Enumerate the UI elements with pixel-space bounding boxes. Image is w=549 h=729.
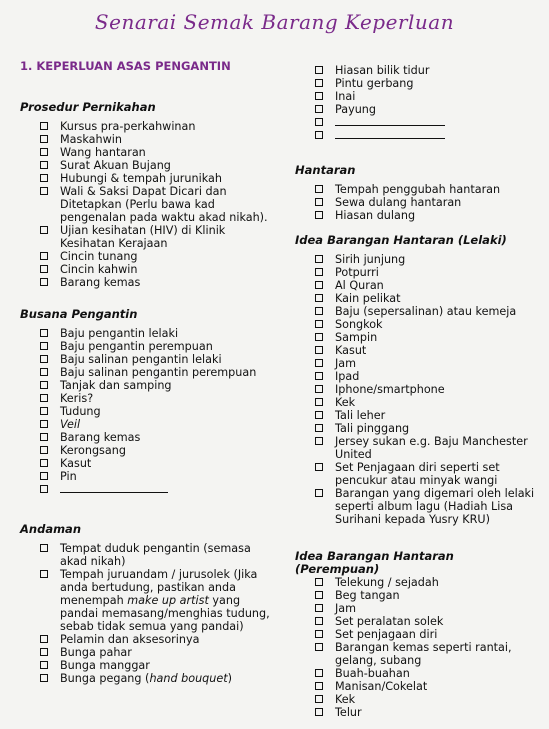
item-label: Kek (335, 396, 356, 409)
checklist-item-blank[interactable] (295, 116, 540, 129)
checklist-item[interactable] (20, 185, 280, 224)
checklist-item[interactable] (295, 318, 540, 331)
item-label: Wali & Saksi Dapat Dicari dan Ditetapkan (Perlu bawa kad pengenalan pada waktu akad nikah). (60, 185, 268, 224)
checklist-item[interactable] (295, 641, 540, 667)
checklist-item[interactable] (295, 706, 540, 719)
checkbox-icon[interactable] (315, 708, 323, 716)
checklist-item[interactable] (295, 693, 540, 706)
checkbox-icon[interactable] (315, 66, 323, 74)
checkbox-icon[interactable] (315, 92, 323, 100)
item-label: Tempah penggubah hantaran (335, 183, 501, 196)
checkbox-icon[interactable] (315, 591, 323, 599)
item-label: Baju salinan pengantin lelaki (60, 353, 222, 366)
item-label: Set Penjagaan diri seperti set pencukur atau minyak wangi (335, 461, 500, 487)
main-heading: 1. KEPERLUAN ASAS PENGANTIN (20, 59, 231, 73)
checklist-hantaran-perempuan (295, 576, 540, 719)
checkbox-icon[interactable] (40, 148, 48, 156)
checkbox-icon[interactable] (315, 411, 323, 419)
checklist-item[interactable] (295, 628, 540, 641)
checkbox-icon[interactable] (40, 570, 48, 578)
item-label: Jam (335, 357, 357, 370)
item-label: Tudung (60, 405, 101, 418)
checkbox-icon[interactable] (315, 198, 323, 206)
blank-fill-line[interactable] (60, 483, 168, 493)
section-heading-busana: Busana Pengantin (20, 307, 138, 321)
checkbox-icon[interactable] (40, 381, 48, 389)
checkbox-icon[interactable] (315, 307, 323, 315)
checklist-hantaran-lelaki (295, 253, 540, 526)
checklist-item[interactable] (20, 568, 280, 633)
checkbox-icon[interactable] (315, 268, 323, 276)
item-label: Set penjagaan diri (335, 628, 438, 641)
checkbox-icon[interactable] (40, 174, 48, 182)
checkbox-icon[interactable] (315, 79, 323, 87)
checklist-item-blank[interactable] (20, 483, 280, 496)
checkbox-icon[interactable] (315, 578, 323, 586)
checklist-item[interactable] (295, 196, 540, 209)
item-label: Maskahwin (60, 133, 122, 146)
checkbox-icon[interactable] (315, 294, 323, 302)
checklist-item[interactable] (20, 276, 280, 289)
checkbox-icon[interactable] (40, 161, 48, 169)
checkbox-icon[interactable] (315, 630, 323, 638)
item-label: Barang kemas (60, 431, 141, 444)
checkbox-icon[interactable] (315, 131, 323, 139)
checklist-item[interactable] (20, 444, 280, 457)
checklist-item[interactable] (20, 327, 280, 340)
checkbox-icon[interactable] (315, 105, 323, 113)
checklist-item[interactable] (295, 370, 540, 383)
item-label: Sirih junjung (335, 253, 406, 266)
checklist-item[interactable] (20, 120, 280, 133)
checklist-item[interactable] (20, 250, 280, 263)
checklist-item[interactable] (295, 357, 540, 370)
checkbox-icon[interactable] (40, 433, 48, 441)
checkbox-icon[interactable] (40, 122, 48, 130)
checkbox-icon[interactable] (315, 424, 323, 432)
checklist-item[interactable] (295, 344, 540, 357)
checklist-item[interactable] (295, 487, 540, 526)
checkbox-icon[interactable] (315, 463, 323, 471)
checkbox-icon[interactable] (315, 489, 323, 497)
item-label: Veil (60, 418, 81, 431)
checklist-item[interactable] (20, 672, 280, 685)
checklist-item[interactable] (295, 435, 540, 461)
checkbox-icon[interactable] (40, 187, 48, 195)
checklist-item[interactable] (295, 409, 540, 422)
checklist-hantaran (295, 183, 540, 222)
item-label: Sewa dulang hantaran (335, 196, 462, 209)
item-label: Tanjak dan samping (60, 379, 172, 392)
checkbox-icon[interactable] (315, 359, 323, 367)
checkbox-icon[interactable] (40, 472, 48, 480)
item-label: Jersey sukan e.g. Baju Manchester United (335, 435, 528, 461)
checklist-item[interactable] (20, 340, 280, 353)
blank-fill-line[interactable] (335, 129, 445, 139)
item-label: Keris? (60, 392, 94, 405)
checkbox-icon[interactable] (315, 333, 323, 341)
checkbox-icon[interactable] (40, 446, 48, 454)
checkbox-icon[interactable] (315, 320, 323, 328)
checklist-item[interactable] (20, 146, 280, 159)
item-label: Cincin kahwin (60, 263, 138, 276)
checklist-item[interactable] (20, 659, 280, 672)
item-label: Iphone/smartphone (335, 383, 445, 396)
checklist-item[interactable] (20, 159, 280, 172)
section-heading-hantaran-lelaki: Idea Barangan Hantaran (Lelaki) (295, 233, 507, 247)
checklist-item[interactable] (295, 292, 540, 305)
item-label: Ipad (335, 370, 360, 383)
checklist-item[interactable] (20, 366, 280, 379)
checklist-item[interactable] (20, 470, 280, 483)
checkbox-icon[interactable] (40, 661, 48, 669)
checkbox-icon[interactable] (315, 385, 323, 393)
checklist-item-blank[interactable] (295, 129, 540, 142)
checklist-item[interactable] (295, 667, 540, 680)
item-label: Surat Akuan Bujang (60, 159, 171, 172)
section-heading-andaman: Andaman (20, 522, 82, 536)
item-label: Kursus pra-perkahwinan (60, 120, 196, 133)
checkbox-icon[interactable] (315, 604, 323, 612)
checkbox-icon[interactable] (315, 682, 323, 690)
checklist-item[interactable] (20, 172, 280, 185)
item-label: Set peralatan solek (335, 615, 444, 628)
checklist-item[interactable] (20, 379, 280, 392)
item-label: Manisan/Cokelat (335, 680, 428, 693)
checklist-andaman (20, 542, 280, 685)
item-label: Tempat duduk pengantin (semasa akad nikah) (60, 542, 251, 568)
item-label: Sampin (335, 331, 378, 344)
checklist-item[interactable] (20, 431, 280, 444)
checklist-item[interactable] (20, 392, 280, 405)
item-label: Wang hantaran (60, 146, 146, 159)
checklist-prosedur (20, 120, 280, 289)
checklist-item[interactable] (295, 279, 540, 292)
checkbox-icon[interactable] (40, 226, 48, 234)
checkbox-icon[interactable] (315, 669, 323, 677)
checkbox-icon[interactable] (315, 643, 323, 651)
item-label: Bunga manggar (60, 659, 150, 672)
checklist-item[interactable] (20, 224, 280, 250)
checkbox-icon[interactable] (40, 368, 48, 376)
checklist-item[interactable] (295, 77, 540, 90)
checkbox-icon[interactable] (315, 211, 323, 219)
checkbox-icon[interactable] (315, 255, 323, 263)
checkbox-icon[interactable] (315, 437, 323, 445)
checklist-busana (20, 327, 280, 496)
page-title: Senarai Semak Barang Keperluan (94, 10, 455, 34)
checkbox-icon[interactable] (315, 185, 323, 193)
item-label: Kek (335, 693, 356, 706)
item-label: Cincin tunang (60, 250, 138, 263)
checklist-item[interactable] (20, 646, 280, 659)
item-label: Baju pengantin lelaki (60, 327, 179, 340)
checklist-item[interactable] (20, 418, 280, 431)
item-label: Barangan kemas seperti rantai, gelang, subang (335, 641, 512, 667)
checklist-item[interactable] (295, 680, 540, 693)
checkbox-icon[interactable] (40, 329, 48, 337)
item-label: Bunga pegang (hand bouquet) (60, 672, 233, 685)
checklist-continued (295, 64, 540, 142)
item-label: Telur (335, 706, 362, 719)
checkbox-icon[interactable] (40, 635, 48, 643)
item-label: Kasut (60, 457, 92, 470)
checklist-item[interactable] (295, 103, 540, 116)
item-label: Kerongsang (60, 444, 126, 457)
item-label: Barangan yang digemari oleh lelaki seperti album lagu (Hadiah Lisa Surihani kepada Yusry KRU) (335, 487, 535, 526)
checkbox-icon[interactable] (40, 648, 48, 656)
checkbox-icon[interactable] (40, 252, 48, 260)
item-label: Tali pinggang (335, 422, 410, 435)
checklist-item[interactable] (20, 353, 280, 366)
checkbox-icon[interactable] (40, 394, 48, 402)
item-label: Baju (sepersalinan) atau kemeja (335, 305, 517, 318)
checklist-item[interactable] (20, 633, 280, 646)
checkbox-icon[interactable] (40, 407, 48, 415)
section-heading-hantaran: Hantaran (295, 163, 356, 177)
checklist-item[interactable] (295, 64, 540, 77)
checklist-item[interactable] (295, 90, 540, 103)
checkbox-icon[interactable] (315, 372, 323, 380)
checklist-item[interactable] (295, 589, 540, 602)
checklist-item[interactable] (295, 331, 540, 344)
item-label: Telekung / sejadah (335, 576, 439, 589)
item-label: Hubungi & tempah jurunikah (60, 172, 222, 185)
item-label: Potpurri (335, 266, 379, 279)
checklist-item[interactable] (295, 615, 540, 628)
item-label: Beg tangan (335, 589, 400, 602)
checkbox-icon[interactable] (40, 355, 48, 363)
checklist-item[interactable] (20, 263, 280, 276)
section-heading-prosedur: Prosedur Pernikahan (20, 100, 156, 114)
checklist-item[interactable] (295, 305, 540, 318)
checkbox-icon[interactable] (315, 617, 323, 625)
item-label: Pelamin dan aksesorinya (60, 633, 200, 646)
checklist-item[interactable] (20, 133, 280, 146)
item-label: Barang kemas (60, 276, 141, 289)
checklist-item[interactable] (20, 542, 280, 568)
section-heading-hantaran-perempuan: Idea Barangan Hantaran (Perempuan) (295, 549, 454, 576)
item-label: Buah-buahan (335, 667, 410, 680)
item-label: Kain pelikat (335, 292, 401, 305)
checklist-item[interactable] (295, 253, 540, 266)
item-label: Kasut (335, 344, 367, 357)
checkbox-icon[interactable] (315, 695, 323, 703)
checklist-item[interactable] (20, 405, 280, 418)
left-column (20, 60, 280, 685)
checklist-item[interactable] (295, 209, 540, 222)
checklist-item[interactable] (20, 457, 280, 470)
checkbox-icon[interactable] (40, 544, 48, 552)
checklist-item[interactable] (295, 183, 540, 196)
right-column (295, 64, 540, 719)
checkbox-icon[interactable] (40, 135, 48, 143)
item-label: Ujian kesihatan (HIV) di Klinik Kesihatan Kerajaan (60, 224, 226, 250)
item-label: Inai (335, 90, 356, 103)
checkbox-icon[interactable] (315, 281, 323, 289)
checklist-item[interactable] (295, 396, 540, 409)
item-label: Pintu gerbang (335, 77, 414, 90)
checkbox-icon[interactable] (315, 118, 323, 126)
checkbox-icon[interactable] (315, 398, 323, 406)
blank-fill-line[interactable] (335, 116, 445, 126)
checklist-item[interactable] (295, 383, 540, 396)
checkbox-icon[interactable] (40, 342, 48, 350)
checkbox-icon[interactable] (315, 346, 323, 354)
checkbox-icon[interactable] (40, 420, 48, 428)
checklist-item[interactable] (295, 576, 540, 589)
checkbox-icon[interactable] (40, 459, 48, 467)
item-label: Hiasan dulang (335, 209, 416, 222)
item-label: Bunga pahar (60, 646, 132, 659)
item-label: Jam (335, 602, 357, 615)
item-label: Pin (60, 470, 77, 483)
item-label: Hiasan bilik tidur (335, 64, 430, 77)
checkbox-icon[interactable] (40, 278, 48, 286)
checklist-item[interactable] (295, 602, 540, 615)
item-label: Payung (335, 103, 377, 116)
item-label: Tali leher (335, 409, 386, 422)
item-label: Al Quran (335, 279, 384, 292)
checkbox-icon[interactable] (40, 265, 48, 273)
checklist-item[interactable] (295, 266, 540, 279)
item-label: Tempah juruandam / jurusolek (Jika anda bertudung, pastikan anda menempah make up artist yang pandai memasang/menghias tudung, sebab tidak semua yang pandai) (60, 568, 270, 633)
item-label: Baju salinan pengantin perempuan (60, 366, 257, 379)
checklist-item[interactable] (295, 422, 540, 435)
checkbox-icon[interactable] (40, 485, 48, 493)
checkbox-icon[interactable] (40, 674, 48, 682)
item-label: Baju pengantin perempuan (60, 340, 213, 353)
checklist-item[interactable] (295, 461, 540, 487)
item-label: Songkok (335, 318, 383, 331)
